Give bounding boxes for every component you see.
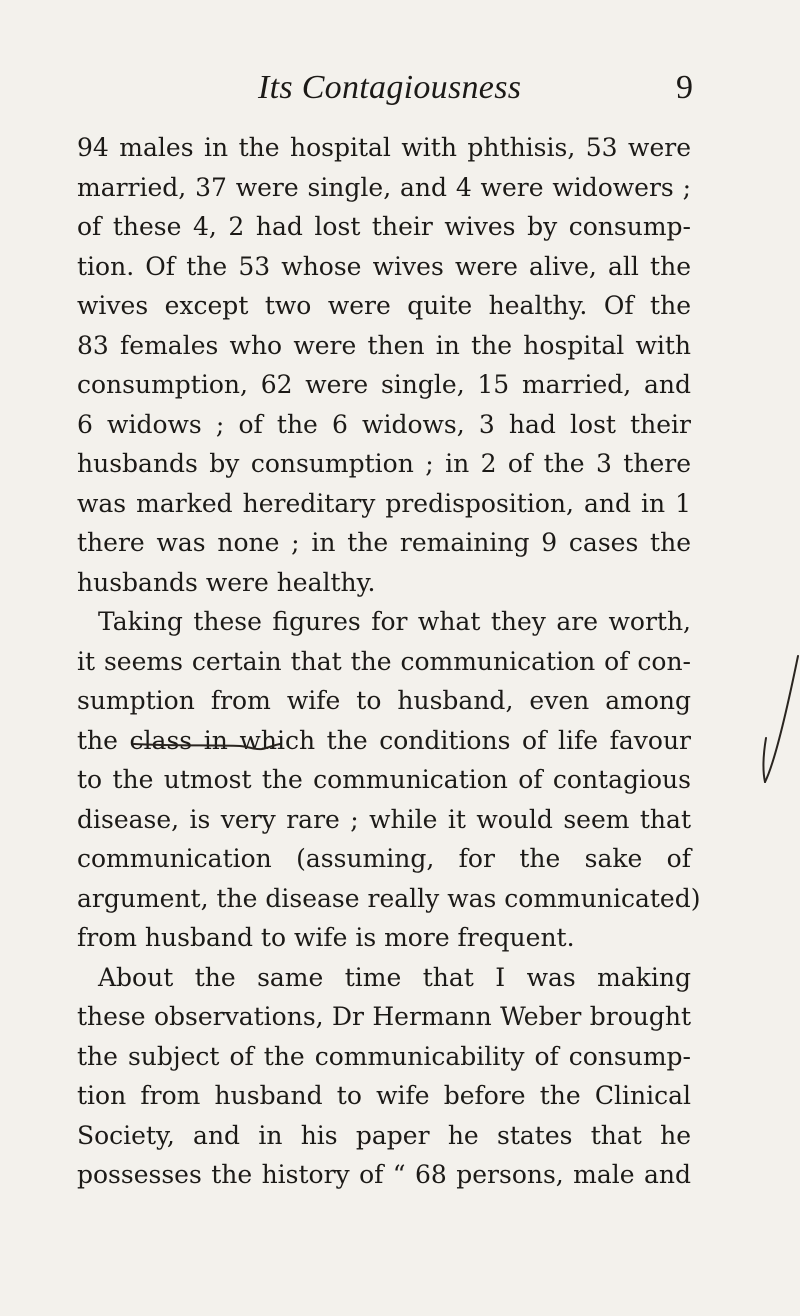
text-line: married, 37 were single, and 4 were widowers ; (77, 172, 691, 202)
text-line: disease, is very rare ; while it would seem that (77, 804, 691, 834)
text-line: 6 widows ; of the 6 widows, 3 had lost their (77, 409, 691, 439)
text-line: About the same time that I was making (98, 962, 691, 992)
running-head: Its Contagiousness (258, 69, 522, 106)
text-line: there was none ; in the remaining 9 cases the (77, 528, 691, 557)
text-line: husbands were healthy. (77, 567, 376, 597)
text-line: these observations, Dr Hermann Weber brought (77, 1002, 691, 1031)
text-line: the subject of the communicability of consump- (77, 1041, 691, 1071)
page-number: 9 (676, 69, 693, 106)
handwritten-check-mark (752, 650, 800, 790)
text-line: 83 females who were then in the hospital with (77, 330, 691, 360)
text-line: tion from husband to wife before the Clinical (77, 1081, 691, 1110)
text-line: the class in which the conditions of life favour (77, 725, 691, 755)
text-line: 94 males in the hospital with phthisis, 53 were (77, 133, 691, 162)
text-line: consumption, 62 were single, 15 married, and (77, 370, 691, 399)
handwritten-underline (132, 740, 282, 752)
text-line: Taking these figures for what they are worth, (98, 607, 691, 636)
text-line: to the utmost the communication of contagious (77, 765, 691, 794)
text-line: from husband to wife is more frequent. (77, 923, 575, 952)
text-line: was marked hereditary predisposition, and in 1 (77, 488, 691, 518)
text-line: Society, and in his paper he states that he (77, 1120, 691, 1150)
text-line: communication (assuming, for the sake of (77, 844, 691, 873)
text-line: it seems certain that the communication of con- (77, 646, 691, 676)
text-line: possesses the history of “ 68 persons, male and (77, 1160, 691, 1189)
text-line: of these 4, 2 had lost their wives by consump- (77, 212, 691, 241)
text-line: sumption from wife to husband, even among (77, 686, 691, 715)
page-header (0, 66, 800, 110)
text-line: husbands by consumption ; in 2 of the 3 there (77, 449, 691, 478)
text-line: wives except two were quite healthy. Of the (77, 291, 691, 320)
text-line: tion. Of the 53 whose wives were alive, all the (77, 251, 691, 281)
body-text (77, 128, 701, 1195)
text-line: argument, the disease really was communicated) (77, 883, 701, 913)
